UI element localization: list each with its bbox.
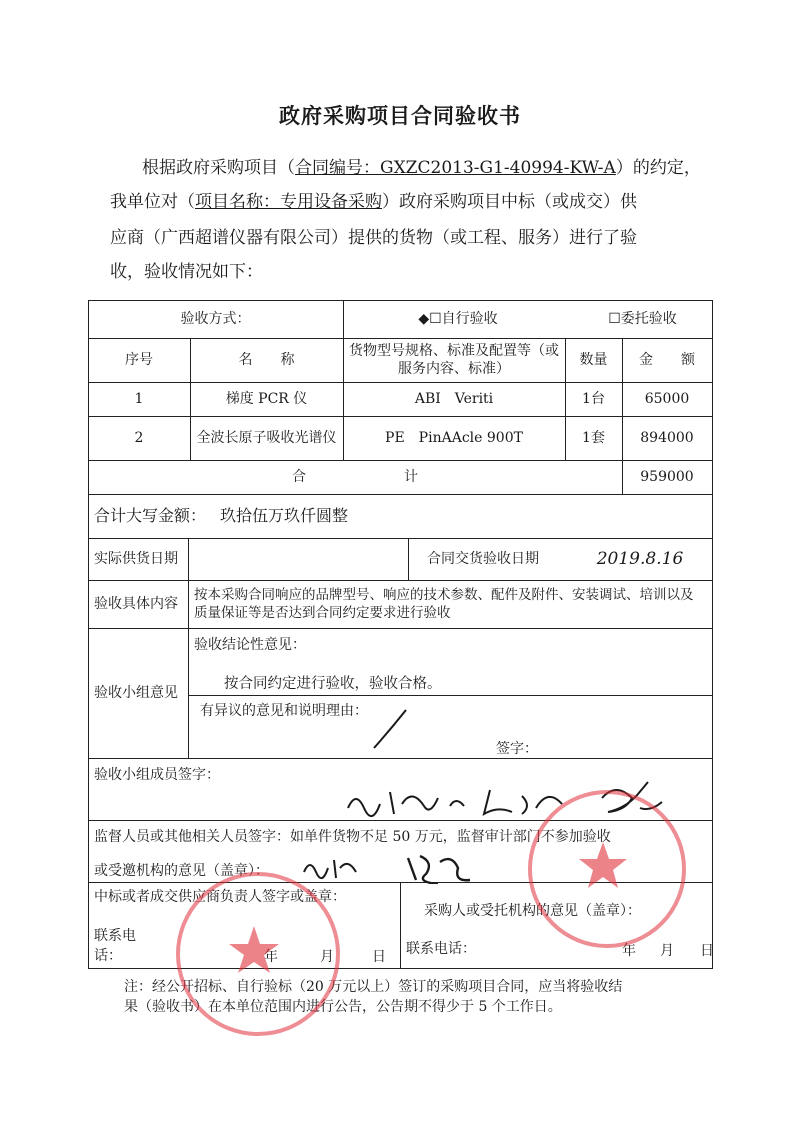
total-amount: 959000 (640, 469, 694, 485)
conclusion-label: 验收结论性意见： (194, 637, 306, 653)
purchaser-label: 采购人或受托机构的意见（盖章）： (424, 903, 641, 919)
note-line-2: 果（验收书）在本单位范围内进行公告，公告期不得少于 5 个工作日。 (124, 999, 562, 1015)
total-words-label: 合计大写金额： (94, 506, 207, 525)
dissent-label: 有异议的意见和说明理由： (200, 703, 368, 719)
supplier-year: 年 (264, 949, 278, 965)
project-name: 项目名称：专用设备采购 (195, 192, 382, 212)
members-label: 验收小组成员签字： (94, 767, 220, 783)
supervisor-line-1: 监督人员或其他相关人员签字：如单件货物不足 50 万元，监督审计部门不参加验收 (94, 829, 611, 845)
purchaser-year: 年 (622, 943, 636, 959)
intro-line-2 (110, 186, 730, 218)
col-header-no: 序号 (125, 352, 153, 368)
content-text: 按本采购合同响应的品牌型号、响应的技术参数、配件及附件、安装调试、培训以及质量保证等是否达到合同约定要求进行验收 (194, 587, 694, 621)
contract-delivery-date: 2019.8.16 (596, 549, 684, 569)
total-words-value: 玖拾伍万玖仟圆整 (220, 506, 349, 525)
opinion-sign-label: 签字： (496, 741, 538, 757)
row-1-no: 1 (134, 391, 144, 407)
self-acceptance-option[interactable]: ◆☐自行验收 (418, 311, 498, 327)
conclusion-text: 按合同约定进行验收，验收合格。 (224, 676, 442, 692)
purchaser-phone-label: 联系电话： (406, 941, 476, 957)
supplier-phone-label: 联系电话： (94, 928, 136, 964)
col-header-amount: 金 额 (639, 352, 695, 368)
purchaser-day: 日 (700, 943, 714, 959)
row-1-spec: ABI Veriti (414, 391, 494, 407)
col-header-qty: 数量 (579, 352, 608, 368)
intro-text-a: 根据政府采购项目（ (142, 158, 295, 178)
supplier-label: 中标或者成交供应商负责人签字或盖章： (94, 889, 346, 905)
note-line-1: 注：经公开招标、自行验标（20 万元以上）签订的采购项目合同，应当将验收结 (124, 979, 623, 995)
intro-line-4: 收，验收情况如下： (110, 262, 263, 282)
row-2-spec: PE PinAAcle 900T (385, 430, 523, 446)
row-2-name: 全波长原子吸收光谱仪 (196, 430, 337, 446)
page-title: 政府采购项目合同验收书 (279, 103, 521, 128)
intro-line-3: 应商（广西超谱仪器有限公司）提供的货物（或工程、服务）进行了验 (110, 228, 637, 248)
intro-line-1 (142, 152, 762, 184)
intro-text-c: 我单位对（ (110, 192, 195, 212)
col-header-name: 名 称 (238, 352, 295, 368)
total-words-row (88, 494, 712, 538)
col-header-spec: 货物型号规格、标准及配置等（或服务内容、标准） (349, 343, 559, 377)
contract-number: 合同编号：GXZC2013-G1-40994-KW-A (295, 158, 616, 178)
intro-text-d: ）政府采购项目中标（或成交）供 (382, 192, 637, 212)
row-2-qty: 1套 (582, 430, 605, 446)
actual-delivery-label: 实际供货日期 (94, 551, 178, 567)
total-label: 合 计 (292, 469, 418, 485)
row-1-name: 梯度 PCR 仪 (225, 391, 308, 407)
row-1-qty: 1台 (582, 391, 605, 407)
purchaser-seal-star-icon (528, 790, 678, 940)
dissent-slash-mark (370, 706, 410, 752)
row-2-no: 2 (134, 430, 144, 446)
opinion-label: 验收小组意见 (94, 685, 178, 701)
row-2-amount: 894000 (640, 430, 694, 446)
intro-text-b: ）的约定， (615, 158, 701, 178)
content-label: 验收具体内容 (94, 596, 178, 612)
row-1-amount: 65000 (644, 391, 690, 407)
method-label: 验收方式： (180, 311, 251, 327)
entrusted-acceptance-option[interactable]: ☐委托验收 (608, 311, 677, 327)
contract-delivery-label: 合同交货验收日期 (427, 551, 539, 567)
supplier-day: 日 (372, 949, 386, 965)
purchaser-month: 月 (660, 943, 674, 959)
supplier-seal-star-icon (176, 872, 332, 1028)
supplier-month: 月 (320, 949, 334, 965)
supervisor-line-2: 或受邀机构的意见（盖章）： (94, 863, 269, 879)
